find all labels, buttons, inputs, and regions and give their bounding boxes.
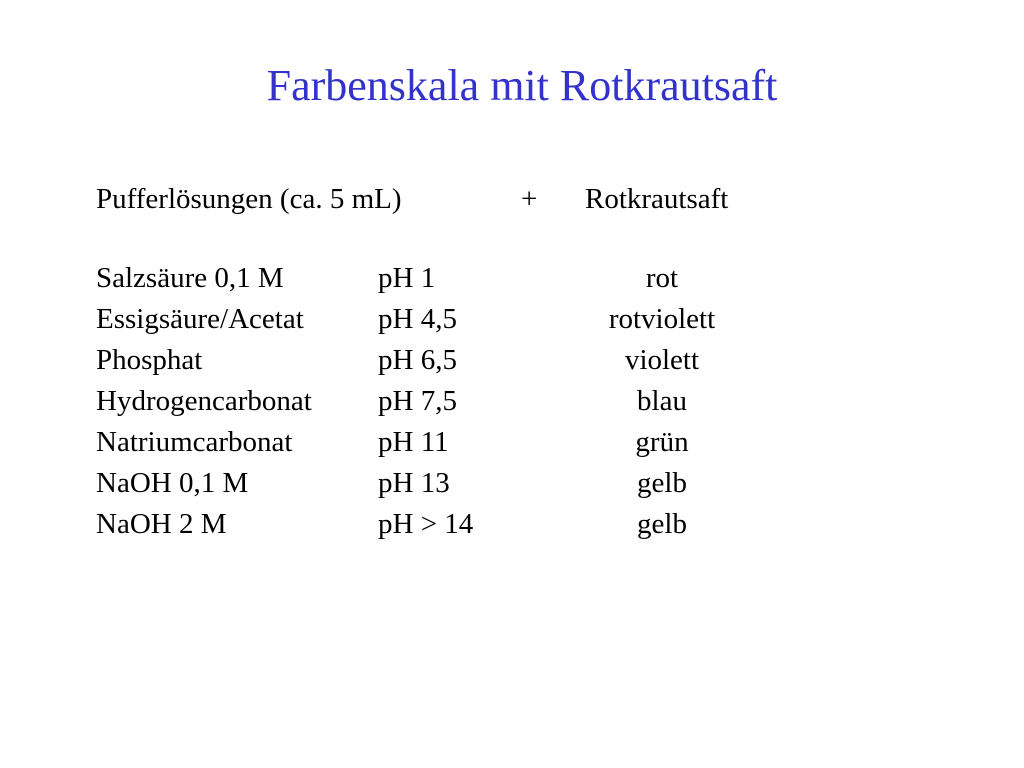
header-red-cabbage-juice: Rotkrautsaft	[585, 183, 729, 215]
ph-value: pH 1	[378, 262, 436, 294]
buffer-name: Salzsäure 0,1 M	[96, 262, 284, 294]
buffer-name: NaOH 0,1 M	[96, 467, 249, 499]
indicator-color: violett	[624, 344, 700, 376]
table-header	[96, 178, 896, 220]
buffer-name: Phosphat	[96, 344, 203, 376]
indicator-color: gelb	[637, 467, 687, 499]
indicator-color: rotviolett	[608, 303, 716, 335]
buffer-name: Hydrogencarbonat	[96, 385, 312, 417]
indicator-color: gelb	[637, 508, 687, 540]
header-buffer-solutions: Pufferlösungen (ca. 5 mL)	[96, 183, 402, 215]
table-row	[96, 258, 916, 299]
table-row	[96, 422, 916, 463]
table-row	[96, 299, 916, 340]
buffer-table	[96, 258, 916, 545]
buffer-name: NaOH 2 M	[96, 508, 227, 540]
ph-value: pH > 14	[378, 508, 474, 540]
table-row	[96, 340, 916, 381]
table-row	[96, 504, 916, 545]
indicator-color: rot	[645, 262, 679, 294]
slide-title: Farbenskala mit Rotkrautsaft	[266, 61, 778, 110]
table-row	[96, 381, 916, 422]
buffer-name: Essigsäure/Acetat	[96, 303, 304, 335]
indicator-color: grün	[635, 426, 689, 458]
table-row	[96, 463, 916, 504]
indicator-color: blau	[637, 385, 687, 417]
buffer-name: Natriumcarbonat	[96, 426, 293, 458]
ph-value: pH 6,5	[378, 344, 457, 376]
ph-value: pH 7,5	[378, 385, 457, 417]
ph-value: pH 11	[378, 426, 449, 458]
ph-value: pH 13	[378, 467, 450, 499]
ph-value: pH 4,5	[378, 303, 457, 335]
header-plus-sign: +	[521, 183, 538, 215]
